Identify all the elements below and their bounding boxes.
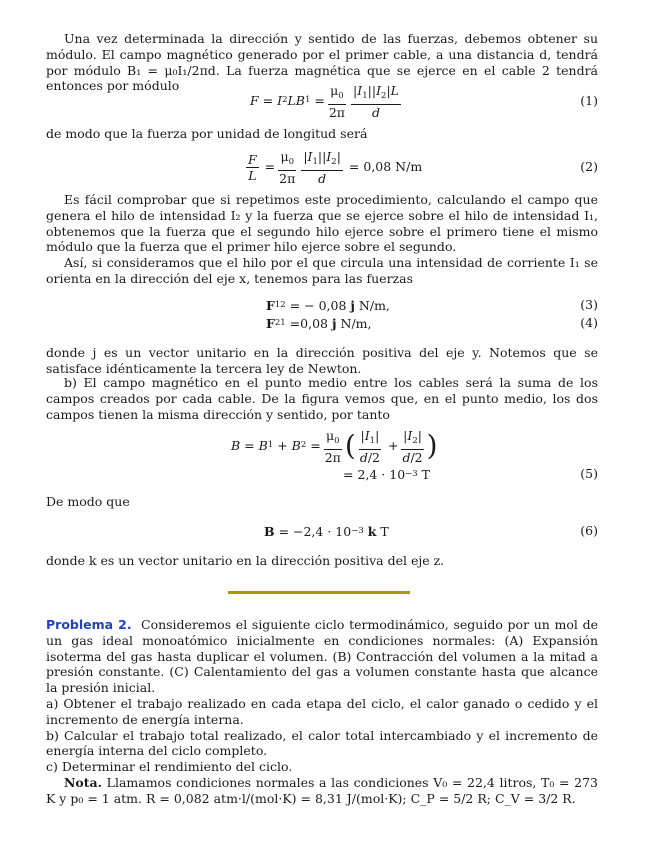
problem-note: [46, 775, 598, 807]
equation-1-body: F = I 2 LB 1 = $\frac{\mu_0}{2\pi}$ $\frac{|I_1||I_2|L}{d}$: [250, 82, 399, 120]
note-text: Llamamos condiciones normales a las condiciones V₀ = 22,4 litros, T₀ = 273 K y p₀ = 1 atm.: [46, 774, 598, 806]
equation-6: [46, 523, 598, 540]
equation-2-value: = 0,08 N/m: [348, 159, 423, 175]
problem-item-c: c) Determinar el rendimiento del ciclo.: [46, 759, 293, 775]
note-constants: R = 0,082 atm·l/(mol·K) = 8,31 J/(mol·K); C_P = 5/2 R; C_V = 3/2 R.: [146, 790, 576, 806]
problem-text: Consideremos el siguiente ciclo termodinámico, seguido por un mol de un gas ideal monoatómico inicialmente en condiciones normales: (A) Expansión isoterma del gas hasta duplicar el volumen. (B) Contracción del volumen a la mitad a presión constante. (C) Calentamiento del gas a volumen constante hasta que alcance la presión inicial.: [46, 617, 598, 696]
problem-item-a: a) Obtener el trabajo realizado en cada etapa del ciclo, el calor ganado o cedido y el incremento de energía interna.: [46, 695, 598, 727]
equation-4: [46, 315, 598, 332]
equation-number: (3): [580, 297, 598, 312]
problem-item-b: b) Calcular el trabajo total realizado, el calor total intercambiado y el incremento de energía interna del ciclo completo.: [46, 727, 598, 759]
equation-6-value: = −2,4 · 10: [278, 523, 352, 539]
equation-number: (6): [580, 523, 598, 538]
equation-3: [46, 297, 598, 314]
equation-2: [46, 149, 598, 185]
equation-number: (1): [580, 93, 598, 108]
equation-1: [46, 83, 598, 119]
equation-6-exponent: −3: [351, 525, 364, 536]
equation-3-body: F 12 = − 0,08 j N/m,: [266, 297, 390, 313]
equation-6-body: B = −2,4 · 10 −3 k T: [264, 523, 389, 539]
equation-number: (2): [580, 159, 598, 174]
equation-number: (4): [580, 315, 598, 330]
paragraph-reciprocal: Es fácil comprobar que si repetimos este procedimiento, calculando el campo que genera el hilo de intensidad I₂ y la fuerza que se ejerce sobre el hilo de intensidad I₁, obtenemos que la fuerza que el segundo hilo ejerce sobre el primero tiene el mismo módulo que la fuerza que el primer hilo ejerce sobre el segundo.: [46, 192, 598, 255]
equation-5-line-2: [46, 466, 598, 483]
equation-6-unit: T: [380, 523, 389, 539]
problem-2: [46, 617, 598, 807]
equation-5-result: [343, 466, 430, 483]
equation-5-line-1: [46, 428, 598, 464]
equation-4-unit: N/m,: [340, 315, 372, 331]
equation-5-body: B = B 1 + B 2 = $\frac{\mu_0}{2\pi}$ ( $\frac{|I_1|}{d/2}$ + $\frac{|I_2|}{d/2}$ ): [231, 427, 438, 465]
equation-5-exponent: −3: [405, 468, 418, 479]
equation-3-value: = − 0,08: [289, 297, 347, 313]
paragraph-unit-force: de modo que la fuerza por unidad de longitud será: [46, 126, 368, 141]
paragraph-newton: donde j es un vector unitario en la dirección positiva del eje y. Notemos que se satisface idénticamente la tercera ley de Newton.: [46, 345, 598, 376]
equation-3-unit: N/m,: [358, 297, 390, 313]
section-divider: [228, 591, 410, 594]
equation-number: (5): [580, 466, 598, 481]
paragraph-orientation: Así, si consideramos que el hilo por el que circula una intensidad de corriente I₁ se orienta en la dirección del eje x, tenemos para las fuerzas: [46, 255, 598, 286]
paragraph-intro: Una vez determinada la dirección y sentido de las fuerzas, debemos obtener su módulo. El campo magnético generado por el primer cable, a una distancia d, tendrá por módulo B₁ = μ₀I₁/2πd. La fuerza magnética que se ejerce en el cable 2 tendrá entonces por módulo: [46, 31, 598, 94]
problem-title: Problema 2.: [46, 617, 132, 632]
paragraph-midpoint: b) El campo magnético en el punto medio entre los cables será la suma de los campos creados por cada cable. De la figura vemos que, en el punto medio, los dos campos tienen la misma dirección y sentido, por tanto: [46, 375, 598, 422]
equation-5-unit: T: [421, 466, 431, 482]
paragraph-so: De modo que: [46, 494, 130, 509]
paragraph-k-vector: donde k es un vector unitario en la dirección positiva del eje z.: [46, 553, 445, 568]
equation-2-body: $\frac{F}{L}$ = $\frac{\mu_0}{2\pi}$ $\frac{|I_1||I_2|}{d}$ = 0,08 N/m: [248, 148, 423, 186]
equation-4-body: F 21 =0,08 j N/m,: [266, 315, 372, 331]
problem-statement: [46, 617, 598, 696]
note-label: Nota.: [64, 774, 102, 790]
equation-4-value: =0,08: [289, 315, 328, 331]
equation-5-value: = 2,4 · 10: [343, 466, 406, 482]
